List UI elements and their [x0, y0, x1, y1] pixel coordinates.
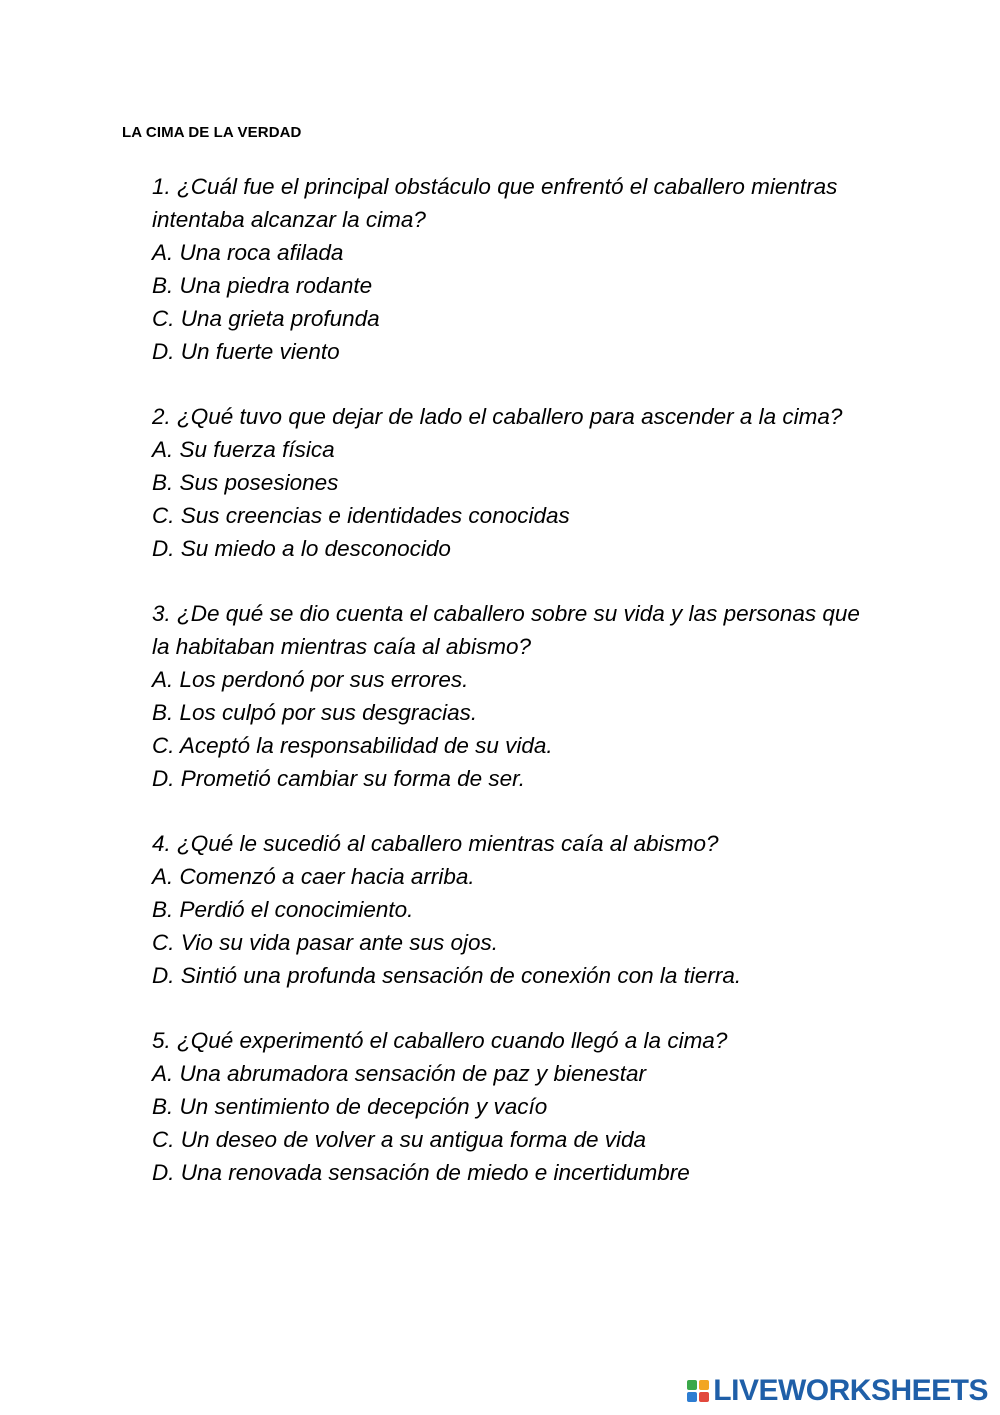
option-a: A. Comenzó a caer hacia arriba. — [152, 864, 475, 889]
logo-square — [687, 1392, 697, 1402]
option-c: C. Vio su vida pasar ante sus ojos. — [152, 930, 499, 955]
option-b: B. Los culpó por sus desgracias. — [152, 700, 478, 725]
option-b: B. Un sentimiento de decepción y vacío — [152, 1094, 548, 1119]
option-a: A. Una roca afilada — [152, 240, 344, 265]
option-c: C. Un deseo de volver a su antigua forma de vida — [152, 1127, 647, 1152]
options-list — [152, 663, 872, 795]
question-text: 5. ¿Qué experimentó el caballero cuando llegó a la cima? — [152, 1028, 728, 1053]
liveworksheets-logo — [687, 1373, 988, 1409]
option-b: B. Perdió el conocimiento. — [152, 897, 414, 922]
option-a: A. Una abrumadora sensación de paz y bienestar — [152, 1061, 647, 1086]
logo-square — [699, 1380, 709, 1390]
question-4 — [152, 827, 872, 992]
liveworksheets-logo-icon — [687, 1380, 709, 1402]
logo-text: LIVEWORKSHEETS — [713, 1374, 988, 1407]
options-list — [152, 1057, 872, 1189]
logo-square — [699, 1392, 709, 1402]
options-list — [152, 433, 872, 565]
question-5 — [152, 1024, 872, 1189]
option-c: C. Una grieta profunda — [152, 306, 380, 331]
option-b: B. Sus posesiones — [152, 470, 339, 495]
option-a: A. Los perdonó por sus errores. — [152, 667, 469, 692]
option-d: D. Prometió cambiar su forma de ser. — [152, 766, 526, 791]
logo-square — [687, 1380, 697, 1390]
option-c: C. Aceptó la responsabilidad de su vida. — [152, 733, 553, 758]
option-d: D. Sintió una profunda sensación de conexión con la tierra. — [152, 963, 742, 988]
option-c: C. Sus creencias e identidades conocidas — [152, 503, 570, 528]
options-list — [152, 236, 872, 368]
document-title: LA CIMA DE LA VERDAD — [122, 124, 302, 141]
option-d: D. Su miedo a lo desconocido — [152, 536, 451, 561]
option-b: B. Una piedra rodante — [152, 273, 373, 298]
question-text: 3. ¿De qué se dio cuenta el caballero sobre su vida y las personas que la habitaban mientras caía al abismo? — [152, 601, 860, 659]
options-list — [152, 860, 872, 992]
question-2 — [152, 400, 872, 565]
option-a: A. Su fuerza física — [152, 437, 335, 462]
option-d: D. Un fuerte viento — [152, 339, 340, 364]
question-text: 1. ¿Cuál fue el principal obstáculo que enfrentó el caballero mientras intentaba alcanzar la cima? — [152, 174, 838, 232]
question-text: 4. ¿Qué le sucedió al caballero mientras caía al abismo? — [152, 831, 719, 856]
question-1 — [152, 170, 872, 368]
question-3 — [152, 597, 872, 795]
question-text: 2. ¿Qué tuvo que dejar de lado el caballero para ascender a la cima? — [152, 404, 843, 429]
option-d: D. Una renovada sensación de miedo e incertidumbre — [152, 1160, 690, 1185]
questions-list — [152, 170, 872, 1221]
